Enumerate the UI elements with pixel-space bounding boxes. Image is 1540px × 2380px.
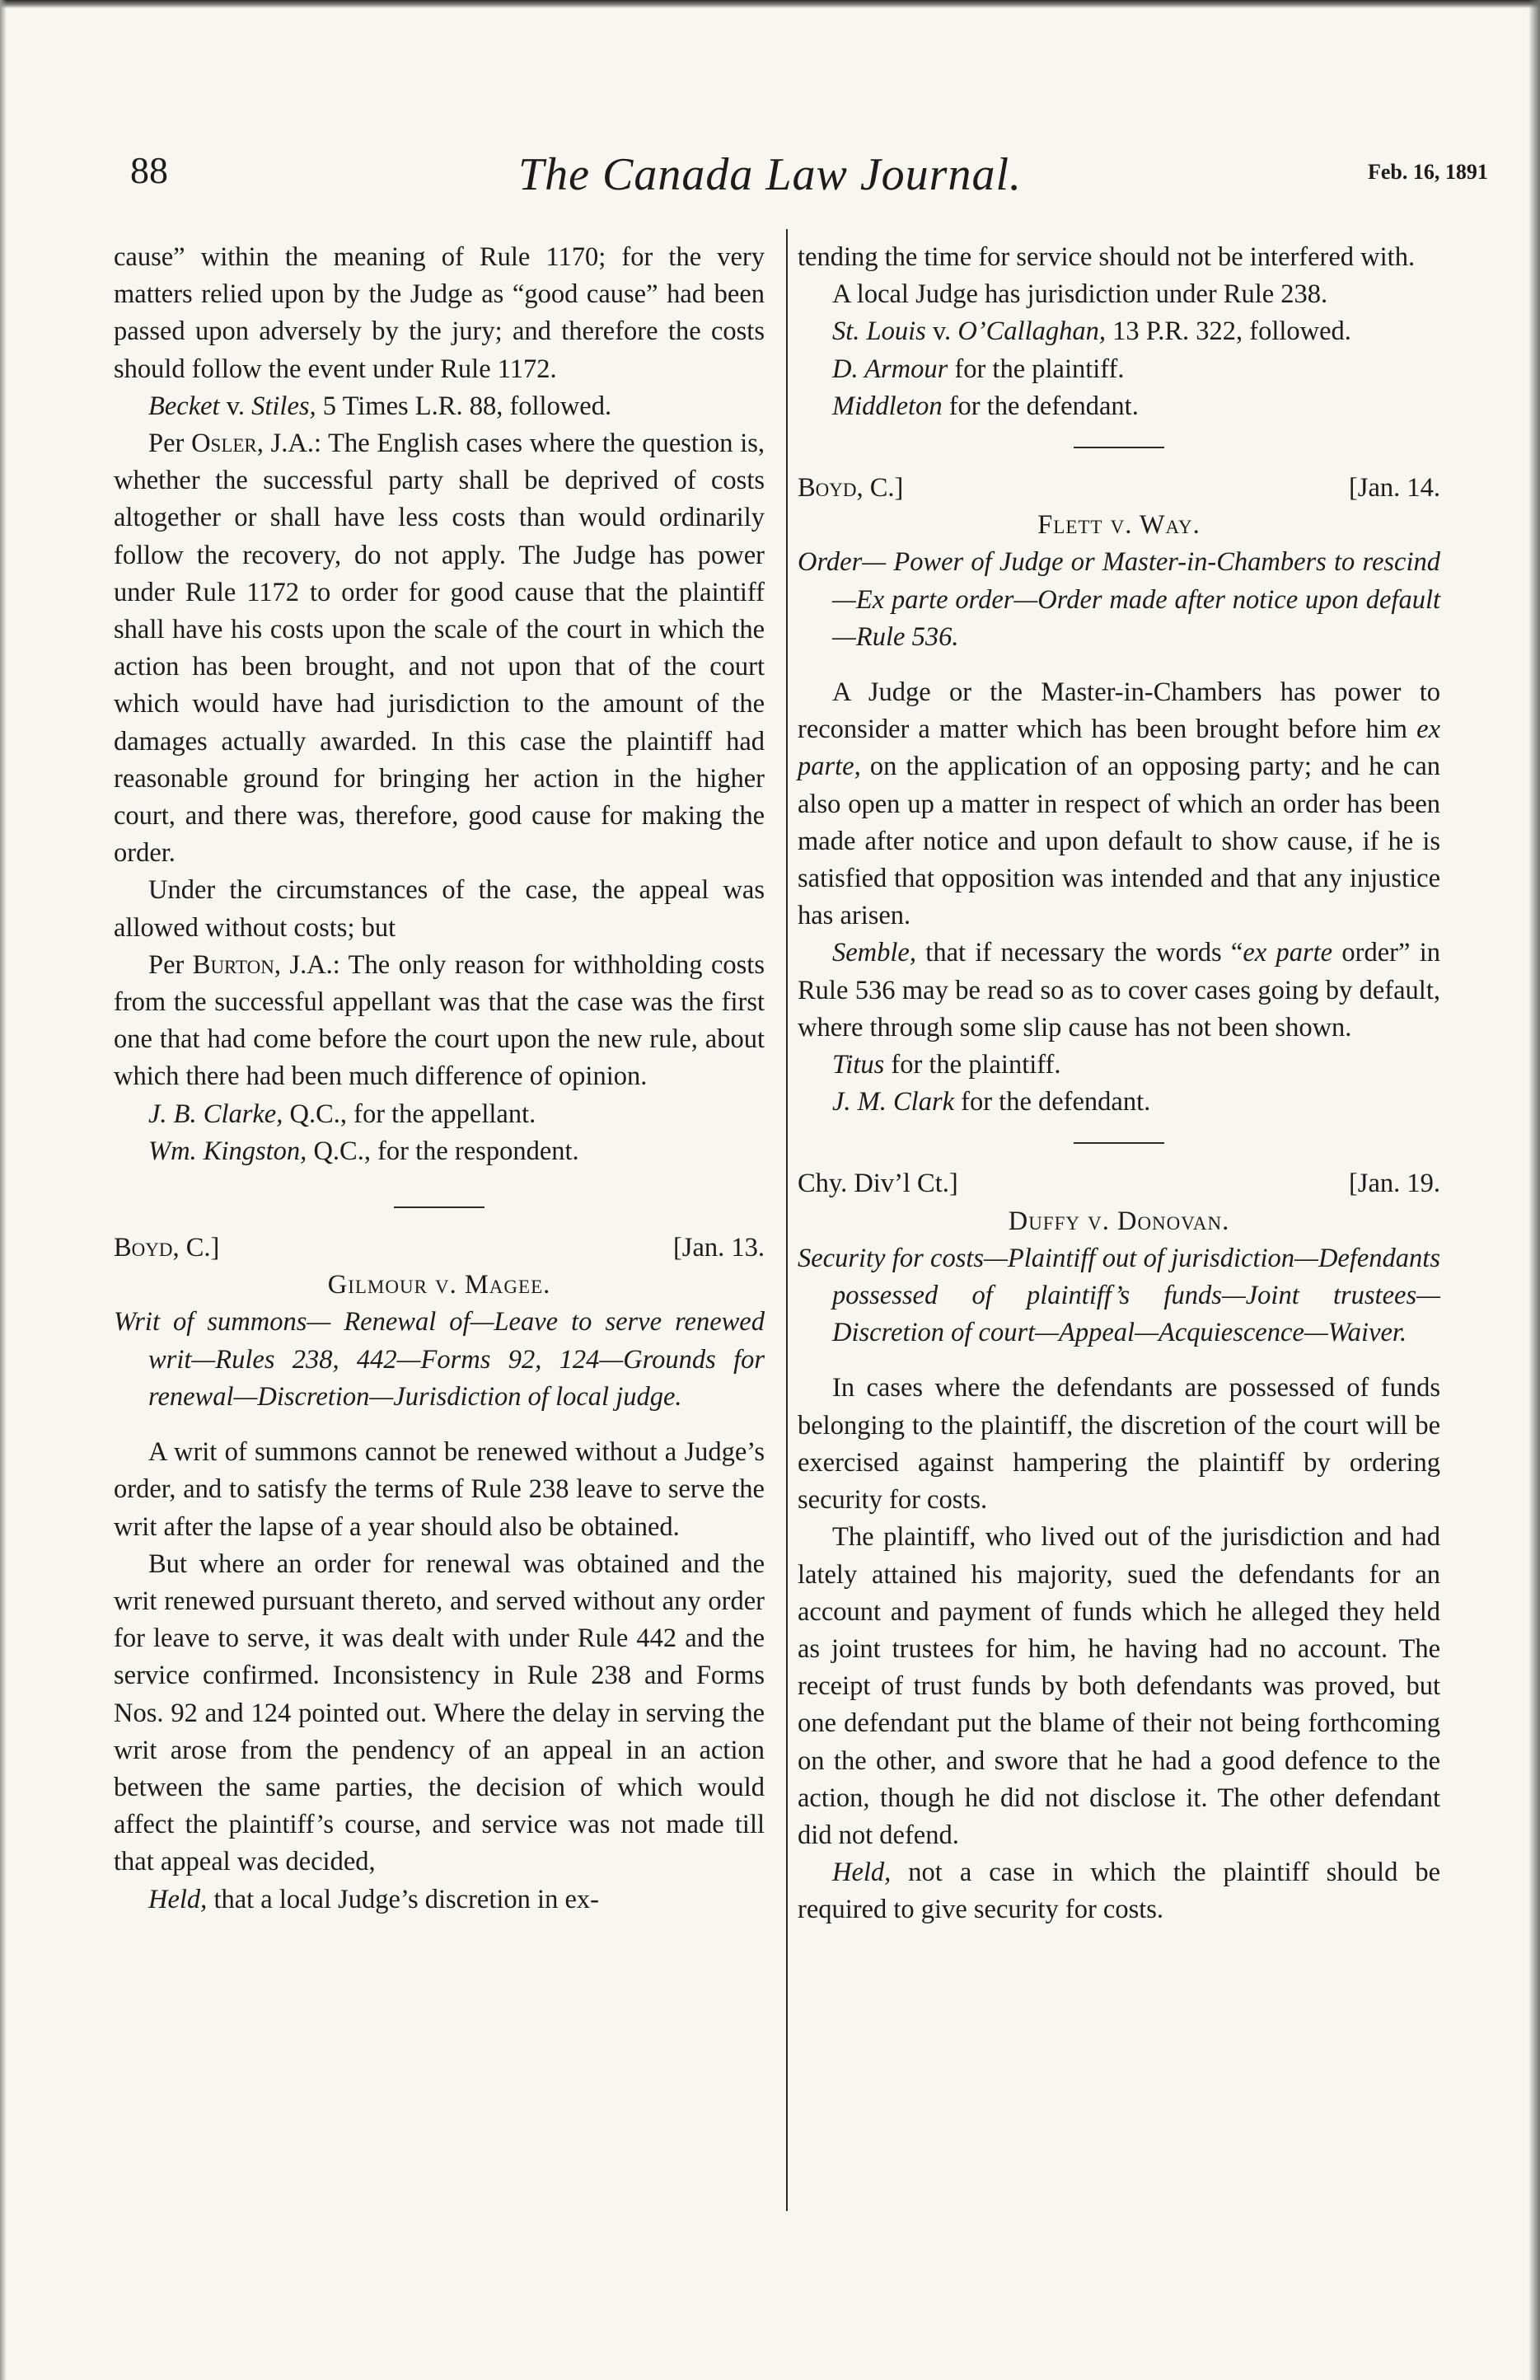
court-judge: Chy. Div’l Ct.] bbox=[798, 1169, 958, 1199]
case-heading bbox=[114, 1230, 765, 1267]
page-number: 88 bbox=[130, 149, 168, 191]
counsel-line bbox=[798, 351, 1440, 388]
paragraph: In cases where the defendants are possessed of funds belonging to the plaintiff, the discretion of the court will be exercised against hampering the plaintiff by ordering security for costs. bbox=[798, 1373, 1440, 1516]
counsel-name: Wm. Kingston, bbox=[148, 1136, 307, 1166]
paragraph bbox=[798, 935, 1440, 1047]
counsel-line bbox=[798, 1047, 1440, 1084]
spacer bbox=[798, 1352, 1440, 1370]
text-run: A Judge or the Master-in-Chambers has power to reconsider a matter which has been brought before him bbox=[798, 677, 1440, 745]
paragraph: cause” within the meaning of Rule 1170; for the very matters relied upon by the Judge as “good cause” had been passed upon adversely by the jury; and therefore the costs should follow the event under Rule 1172. bbox=[114, 242, 765, 384]
holding-text: that a local Judge’s discretion in ex- bbox=[207, 1884, 599, 1914]
paragraph: The plaintiff, who lived out of the jurisdiction and had lately attained his majority, sued the defendants for an account and payment of funds which he alleged they held as joint trustees for him, he having had no account. The receipt of trust funds by both defendants was proved, but one defendant put the blame of their not being forthcoming on the other, and swore that he had a good defence to the action, though he did not disclose it. The other defendant did not defend. bbox=[798, 1522, 1440, 1850]
latin-term: ex parte, bbox=[798, 714, 1440, 782]
counsel-line bbox=[798, 388, 1440, 425]
counsel-role: for the defendant. bbox=[942, 391, 1139, 421]
citation-rest: 13 P.R. 322, followed. bbox=[1105, 316, 1351, 347]
headnote: Order— Power of Judge or Master-in-Chambers to rescind—Ex parte order—Order made after notice upon default—Rule 536. bbox=[798, 547, 1440, 652]
spacer bbox=[798, 656, 1440, 674]
section-separator bbox=[1074, 1142, 1164, 1144]
headnote: Writ of summons— Renewal of—Leave to serve renewed writ—Rules 238, 442—Forms 92, 124—Grounds for renewal—Discretion—Jurisdiction of local judge. bbox=[114, 1307, 765, 1412]
case-party: St. Louis bbox=[832, 316, 926, 347]
opinion-text: , J.A.: The only reason for withholding costs from the successful appellant was that the case was the first one that had come before the court upon the new rule, about which there had been much difference of opinion. bbox=[114, 949, 765, 1092]
right-column bbox=[798, 239, 1440, 1929]
judge-name: Burton bbox=[192, 949, 274, 980]
held-label: Held, bbox=[832, 1858, 892, 1888]
text-run: that if necessary the words “ bbox=[915, 938, 1243, 968]
running-head bbox=[0, 148, 1540, 206]
case-title: Duffy v. Donovan. bbox=[1008, 1206, 1230, 1236]
case-heading bbox=[798, 470, 1440, 507]
left-column bbox=[114, 239, 765, 1919]
held-label: Held, bbox=[148, 1884, 208, 1914]
paragraph: A writ of summons cannot be renewed without a Judge’s order, and to satisfy the terms of Rule 238 leave to serve the writ after the lapse of a year should also be obtained. bbox=[114, 1437, 765, 1542]
versus: v. bbox=[219, 391, 252, 421]
paragraph: A local Judge has jurisdiction under Rule 238. bbox=[832, 279, 1328, 310]
paragraph: tending the time for service should not be interfered with. bbox=[798, 242, 1416, 272]
versus: v. bbox=[925, 316, 958, 347]
latin-term: ex parte bbox=[1243, 938, 1333, 968]
counsel-role: for the plaintiff. bbox=[948, 354, 1125, 384]
paragraph bbox=[798, 674, 1440, 935]
section-separator bbox=[394, 1206, 484, 1208]
judge-name: Osler bbox=[191, 429, 257, 459]
case-heading bbox=[798, 1165, 1440, 1202]
case-date: [Jan. 14. bbox=[1348, 473, 1440, 504]
journal-title: The Canada Law Journal. bbox=[517, 149, 1023, 200]
case-title: Gilmour v. Magee. bbox=[327, 1270, 551, 1300]
court-judge: Boyd, C.] bbox=[114, 1233, 220, 1263]
page-top-edge bbox=[0, 0, 1540, 8]
text-run: on the application of an opposing party; and he can also open up a matter in respect of which an order has been made after notice and upon default to show cause, if he is satisfied that opposition was intended and that any injustice has arisen. bbox=[798, 752, 1440, 931]
counsel-name: J. M. Clark bbox=[832, 1087, 955, 1117]
case-title: Flett v. Way. bbox=[1037, 510, 1201, 541]
counsel-line bbox=[114, 1096, 765, 1133]
holding-text: not a case in which the plaintiff should be required to give security for costs. bbox=[798, 1858, 1440, 1925]
page-right-edge bbox=[1528, 0, 1540, 2380]
opinion-paragraph bbox=[114, 425, 765, 872]
counsel-role: for the defendant. bbox=[954, 1087, 1151, 1117]
counsel-role: Q.C., for the appellant. bbox=[283, 1099, 536, 1129]
case-date: [Jan. 13. bbox=[672, 1233, 765, 1263]
counsel-line bbox=[798, 1084, 1440, 1121]
case-date: [Jan. 19. bbox=[1348, 1169, 1440, 1199]
opinion-text: , J.A.: The English cases where the question is, whether the successful party shall be deprived of costs altogether or shall have less costs than would ordinarily follow the recovery, do not apply. The Judge has power under Rule 1172 to order for good cause that the plaintiff shall have his costs upon the scale of the court in which the action has been brought, and not upon that of the court which would have had jurisdiction to the amount of the damages actually awarded. In this case the plaintiff had reasonable ground for bringing her action in the higher court, and there was, therefore, good cause for making the order. bbox=[114, 429, 765, 869]
holding bbox=[114, 1881, 765, 1919]
citation-rest: 5 Times L.R. 88, followed. bbox=[316, 391, 612, 421]
spacer bbox=[114, 1416, 765, 1434]
text-run: order” in Rule 536 may be read so as to cover cases going by default, where through some slip cause has not been shown. bbox=[798, 938, 1440, 1042]
page-left-edge bbox=[0, 0, 7, 2380]
counsel-name: D. Armour bbox=[832, 354, 948, 384]
court-judge: Boyd, C.] bbox=[798, 473, 904, 504]
case-party: Stiles, bbox=[251, 391, 316, 421]
counsel-name: Middleton bbox=[832, 391, 943, 421]
case-party: O’Callaghan, bbox=[957, 316, 1106, 347]
counsel-name: J. B. Clarke, bbox=[148, 1099, 283, 1129]
holding bbox=[798, 1854, 1440, 1928]
semble-label: Semble, bbox=[832, 938, 916, 968]
counsel-name: Titus bbox=[832, 1050, 885, 1080]
opinion-lead: Per bbox=[148, 429, 192, 459]
case-party: Becket bbox=[148, 391, 220, 421]
opinion-lead: Per bbox=[148, 949, 193, 980]
opinion-paragraph bbox=[114, 947, 765, 1096]
section-separator bbox=[1074, 447, 1164, 448]
citation bbox=[114, 388, 765, 425]
counsel-line bbox=[114, 1133, 765, 1170]
headnote: Security for costs—Plaintiff out of jurisdiction—Defendants possessed of plaintiff’s funds—Joint trustees—Discretion of court—Appeal—Acquiescence—Waiver. bbox=[798, 1243, 1440, 1348]
paragraph: Under the circumstances of the case, the appeal was allowed without costs; but bbox=[114, 875, 765, 943]
paragraph: But where an order for renewal was obtained and the writ renewed pursuant thereto, and served without any order for leave to serve, it was dealt with under Rule 442 and the service confirmed. Inconsistency in Rule 238 and Forms Nos. 92 and 124 pointed out. Where the delay in serving the writ arose from the pendency of an appeal in an action between the same parties, the decision of which would affect the plaintiff’s course, and service was not made till that appeal was decided, bbox=[114, 1548, 765, 1877]
issue-date: Feb. 16, 1891 bbox=[1368, 160, 1488, 184]
column-divider bbox=[786, 229, 788, 2211]
counsel-role: Q.C., for the respondent. bbox=[307, 1136, 579, 1166]
citation bbox=[798, 313, 1440, 350]
counsel-role: for the plaintiff. bbox=[884, 1050, 1061, 1080]
